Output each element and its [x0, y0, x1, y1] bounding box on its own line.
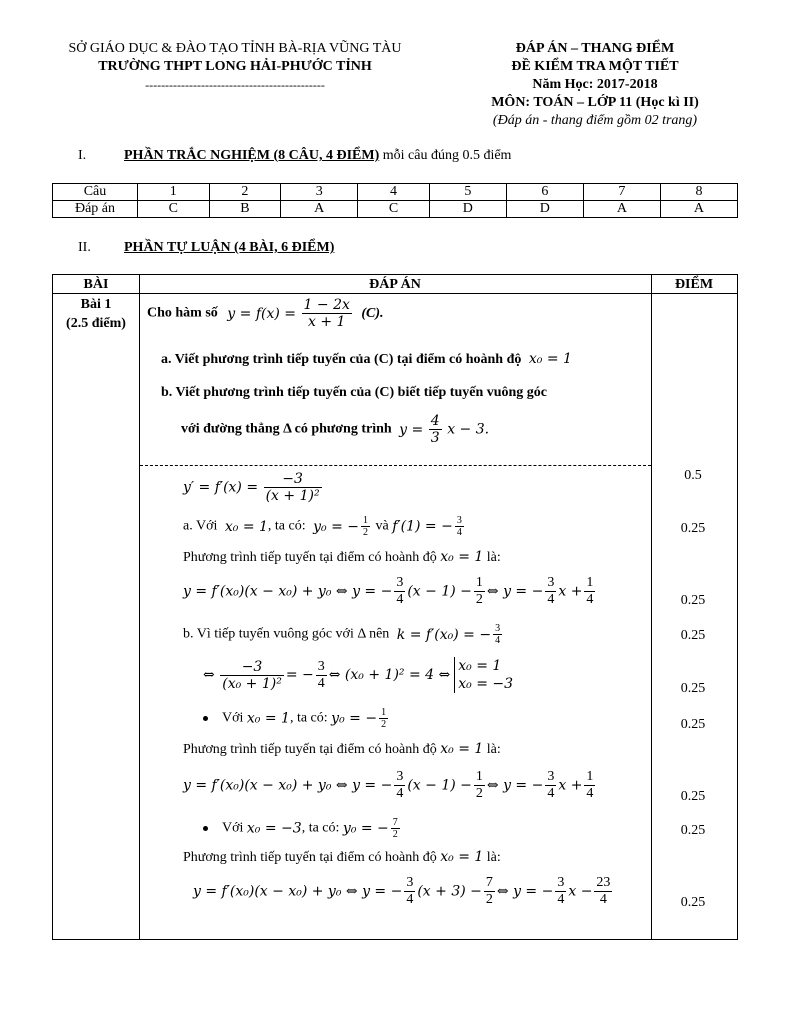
bai1-label: Bài 1 [80, 297, 112, 312]
solution-bullet-2: Với x₀ = −3, ta có: y₀ = − $\frac{7}{2}$ [203, 817, 402, 840]
section1-note: mỗi câu đúng 0.5 điểm [379, 148, 512, 163]
page-count-note: (Đáp án - thang điểm gồm 02 trang) [492, 113, 698, 128]
answer-row [53, 201, 738, 218]
essay-answer-table [52, 274, 738, 940]
exam-title: ĐỀ KIỂM TRA MỘT TIẾT [511, 59, 679, 74]
solution-pt-line2: Phương trình tiếp tuyến tại điểm có hoành độ x₀ = 1 là: [183, 741, 501, 757]
solution-eq3: y = f′(x₀)(x − x₀) + y₀ ⇔ y = − $\frac{3}{4}$ (x + 3) − $\frac{7}{2}$ ⇔ y = − $\frac{3}{4}$ x − $\frac{23}{4}$ [193, 875, 611, 907]
score-cell: 0.25 [680, 593, 706, 608]
question-cell: 2 [209, 184, 281, 201]
section1-number: I. [78, 148, 87, 163]
answer-key-table [52, 183, 738, 218]
header-divider: --------------------------------------------- [145, 78, 325, 92]
question-cell: 3 [281, 184, 358, 201]
answer-cell: A [281, 201, 358, 218]
header-left [40, 40, 430, 94]
solution-part-a: a. Với x₀ = 1, ta có: y₀ = − $\frac{1}{2}$ và f′(1) = − $\frac{3}{4}$ [183, 515, 462, 538]
question-cell: 8 [660, 184, 737, 201]
solution-part-b: b. Vì tiếp tuyến vuông góc với Δ nên k = f′(x₀) = − $\frac{3}{4}$ [183, 623, 501, 646]
solution-pt-line1: Phương trình tiếp tuyến tại điểm có hoành độ x₀ = 1 là: [183, 549, 501, 565]
score-cell: 0.25 [680, 895, 706, 910]
problem-function: Cho hàm số y = f(x) = $\frac{1 - 2x}{x + 1}$ (C). [147, 297, 384, 330]
answer-cell: B [209, 201, 281, 218]
question-cell: 6 [506, 184, 583, 201]
problem-part-b-line2: với đường thẳng Δ có phương trình y = $\frac{4}{3}$ x − 3. [181, 413, 490, 446]
school-year: Năm Học: 2017-2018 [532, 77, 658, 92]
solution-bullet-1: Với x₀ = 1, ta có: y₀ = − $\frac{1}{2}$ [203, 707, 390, 730]
section1-title: PHẦN TRẮC NGHIỆM (8 CÂU, 4 ĐIỂM) [124, 148, 380, 163]
solution-eq1: y = f′(x₀)(x − x₀) + y₀ ⇔ y = − $\frac{3}{4}$ (x − 1) − $\frac{1}{2}$ ⇔ y = − $\frac{3}{4}$ x + $\frac{1}{4}$ [183, 575, 594, 607]
score-cell: 0.25 [680, 717, 706, 732]
score-cell: 0.25 [680, 823, 706, 838]
answer-row-label: Đáp án [53, 201, 138, 218]
answer-cell: A [660, 201, 737, 218]
question-cell: 7 [583, 184, 660, 201]
score-cell: 0.25 [680, 681, 706, 696]
subject-line: MÔN: TOÁN – LỚP 11 (Học kì II) [491, 95, 699, 110]
department-name: SỞ GIÁO DỤC & ĐÀO TẠO TỈNH BÀ-RỊA VŨNG TÀU [68, 41, 402, 56]
section2-number: II. [78, 240, 91, 255]
question-cell: 1 [138, 184, 210, 201]
col-header-dapan: ĐÁP ÁN [369, 277, 421, 292]
answer-cell: C [138, 201, 210, 218]
solution-eq2: y = f′(x₀)(x − x₀) + y₀ ⇔ y = − $\frac{3}{4}$ (x − 1) − $\frac{1}{2}$ ⇔ y = − $\frac{3}{4}$ x + $\frac{1}{4}$ [183, 769, 594, 801]
score-cell: 0.25 [680, 789, 706, 804]
question-cell: 5 [429, 184, 506, 201]
answer-cell: C [358, 201, 430, 218]
header-right [470, 40, 720, 130]
answer-cell: A [583, 201, 660, 218]
bai1-points: (2.5 điểm) [66, 316, 126, 331]
score-cell: 0.25 [680, 628, 706, 643]
problem-part-a: a. Viết phương trình tiếp tuyến của (C) tại điểm có hoành độ x₀ = 1 [161, 351, 572, 367]
answer-cell: D [429, 201, 506, 218]
solution-derivative: y′ = f′(x) = $\frac{-3}{\text{(x + 1)²}}$ [183, 471, 320, 504]
school-name: TRƯỜNG THPT LONG HẢI-PHƯỚC TỈNH [98, 59, 372, 74]
section2-title: PHẦN TỰ LUẬN (4 BÀI, 6 ĐIỂM) [124, 240, 335, 255]
problem-part-b-line1: b. Viết phương trình tiếp tuyến của (C) biết tiếp tuyến vuông góc [161, 385, 548, 400]
question-cell: 4 [358, 184, 430, 201]
solution-b-equation: ⇔ $\frac{-3}{\text{(x₀ + 1)²}}$ = − $\frac{3}{4}$ ⇔ (x₀ + 1)² = 4 ⇔ x₀ = 1 x₀ = −3 [203, 658, 514, 692]
question-row-label: Câu [53, 184, 138, 201]
solution-pt-line3: Phương trình tiếp tuyến tại điểm có hoành độ x₀ = 1 là: [183, 849, 501, 865]
col-header-bai: BÀI [83, 277, 109, 292]
score-cell: 0.25 [680, 521, 706, 536]
answer-cell: D [506, 201, 583, 218]
score-cell: 0.5 [684, 468, 702, 483]
col-header-diem: ĐIỂM [674, 277, 714, 292]
question-row [53, 184, 738, 201]
doc-title: ĐÁP ÁN – THANG ĐIỂM [515, 41, 675, 56]
